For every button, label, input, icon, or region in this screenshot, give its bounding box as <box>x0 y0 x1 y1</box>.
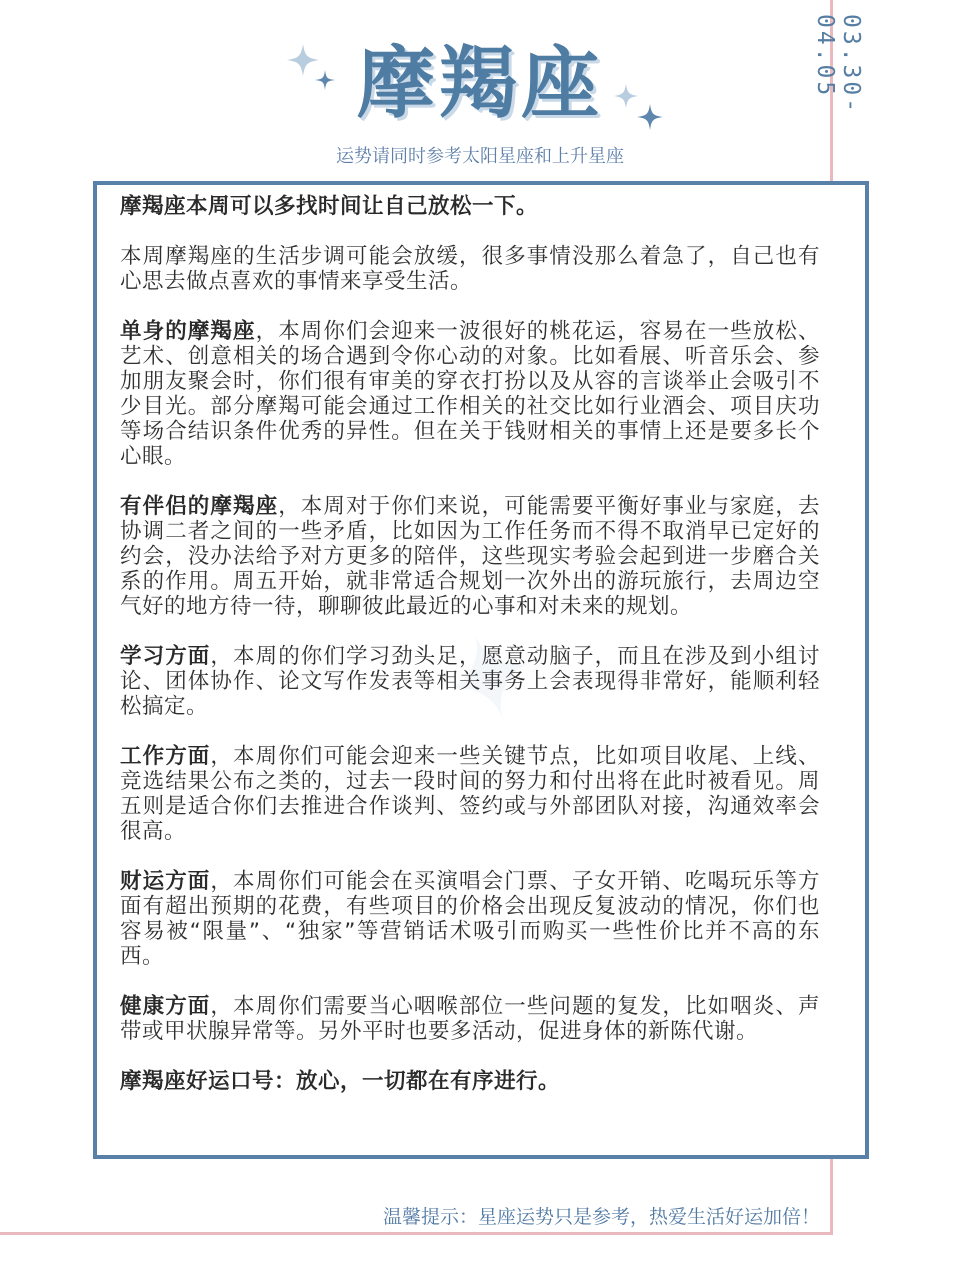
section-label: 工作方面 <box>120 744 211 769</box>
section-text: ，本周你们可能会迎来一些关键节点，比如项目收尾、上线、竞选结果公布之类的，过去一段时间的努力和付出将在此时被看见。周五则是适合你们去推进合作谈判、签约或与外部团队对接，沟通效率会很高。 <box>120 744 820 844</box>
date-range: 03.30-04.05 <box>812 14 864 116</box>
section-text: ，本周你们需要当心咽喉部位一些问题的复发，比如咽炎、声带或甲状腺异常等。另外平时也要多活动，促进身体的新陈代谢。 <box>120 994 820 1044</box>
section-label: 财运方面 <box>120 869 211 894</box>
subtitle: 运势请同时参考太阳星座和上升星座 <box>336 146 624 167</box>
footer-tip: 温馨提示：星座运势只是参考，热爱生活好运加倍！ <box>382 1206 820 1228</box>
section-work <box>120 744 820 844</box>
section-label: 单身的摩羯座 <box>120 319 256 344</box>
section-health <box>120 994 820 1044</box>
slogan: 摩羯座好运口号：放心，一切都在有序进行。 <box>120 1069 561 1094</box>
section-wealth <box>120 869 820 969</box>
section-text: ，本周你们会迎来一波很好的桃花运，容易在一些放松、艺术、创意相关的场合遇到令你心动的对象。比如看展、听音乐会、参加朋友聚会时，你们很有审美的穿衣打扮以及从容的言谈举止会吸引不少目光。部分摩羯可能会通过工作相关的社交比如行业酒会、项目庆功等场合结识条件优秀的异性。但在关于钱财相关的事情上还是要多长个心眼。 <box>120 319 820 469</box>
pink-horizontal-line <box>0 1232 833 1235</box>
section-partnered <box>120 494 820 619</box>
section-study <box>120 644 820 719</box>
section-text: ，本周对于你们来说，可能需要平衡好事业与家庭，去协调二者之间的一些矛盾，比如因为工作任务而不得不取消早已定好的约会，没办法给予对方更多的陪伴，这些现实考验会起到进一步磨合关系的作用。周五开始，就非常适合规划一次外出的游玩旅行，去周边空气好的地方待一待，聊聊彼此最近的心事和对未来的规划。 <box>120 494 820 619</box>
headline: 摩羯座本周可以多找时间让自己放松一下。 <box>120 194 539 219</box>
horoscope-content <box>120 194 820 1094</box>
section-text: ，本周的你们学习劲头足，愿意动脑子，而且在涉及到小组讨论、团体协作、论文写作发表等相关事务上会表现得非常好，能顺利轻松搞定。 <box>120 644 820 719</box>
section-label: 学习方面 <box>120 644 211 669</box>
page-title: 摩羯座 <box>356 39 603 129</box>
section-text: ，本周你们可能会在买演唱会门票、子女开销、吃喝玩乐等方面有超出预期的花费，有些项目的价格会出现反复波动的情况，你们也容易被“限量”、“独家”等营销话术吸引而购买一些性价比并不高的东西。 <box>120 869 820 969</box>
section-label: 健康方面 <box>120 994 211 1019</box>
intro-paragraph: 本周摩羯座的生活步调可能会放缓，很多事情没那么着急了，自己也有心思去做点喜欢的事情来享受生活。 <box>120 244 820 294</box>
section-label: 有伴侣的摩羯座 <box>120 494 279 519</box>
section-single <box>120 319 820 469</box>
